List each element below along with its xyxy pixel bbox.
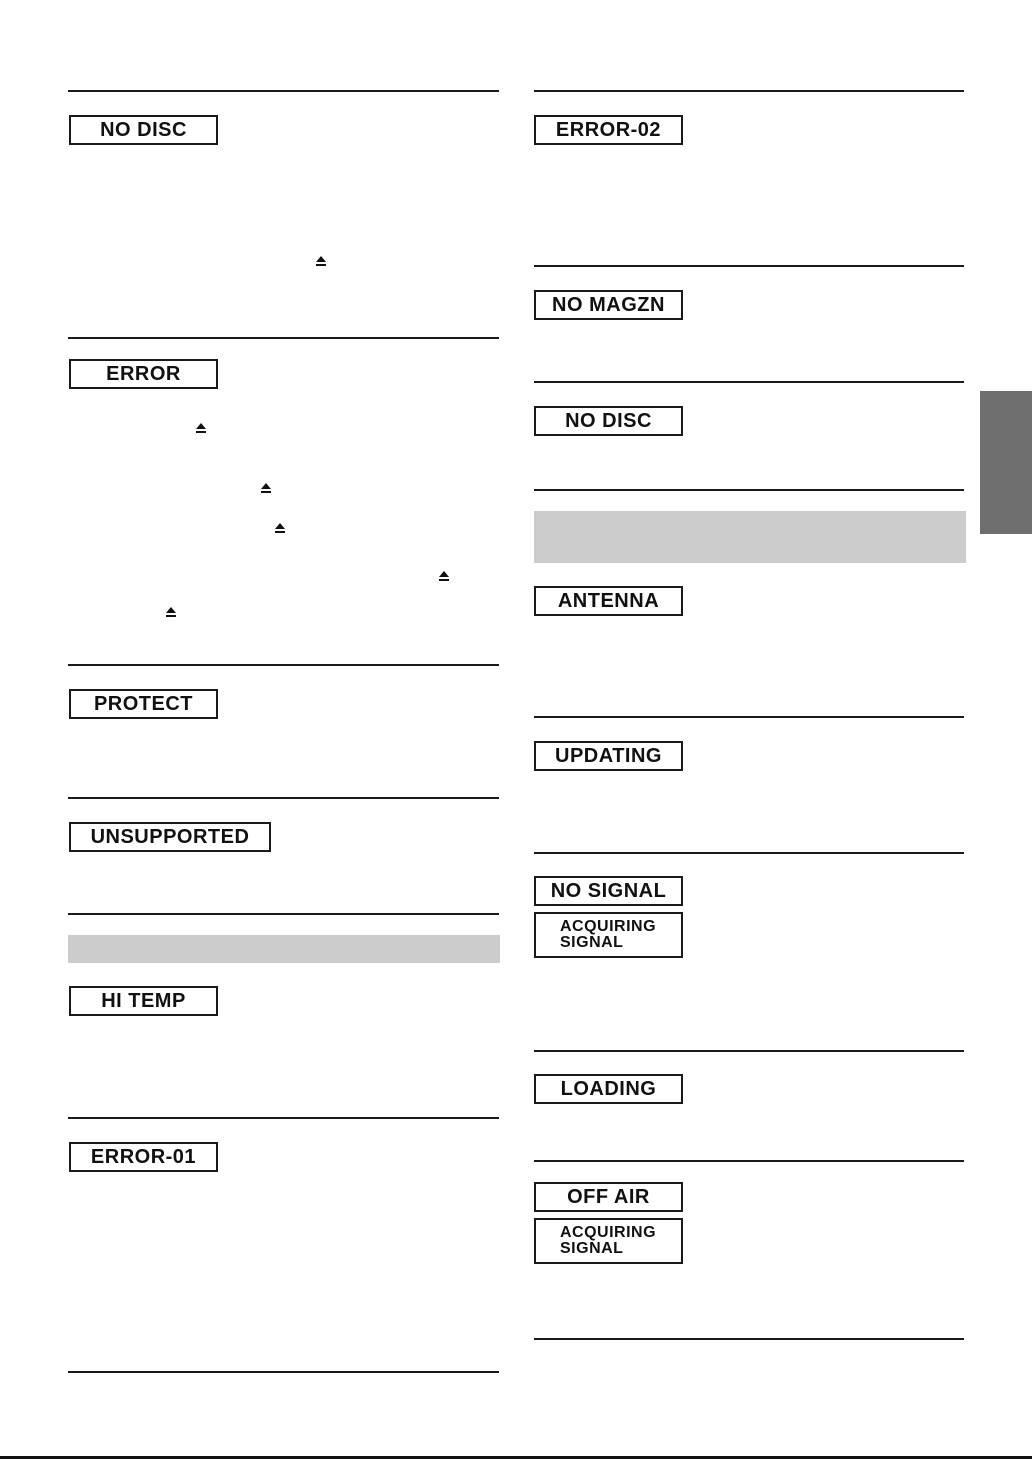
indicator-label: OFF AIR xyxy=(567,1185,650,1208)
section-divider xyxy=(534,1160,964,1162)
section-divider xyxy=(534,1338,964,1340)
eject-icon xyxy=(196,423,206,434)
eject-icon xyxy=(439,571,449,582)
section-divider xyxy=(534,852,964,854)
eject-icon xyxy=(316,256,326,267)
indicator-label: NO DISC xyxy=(100,118,187,141)
unsupported-indicator xyxy=(69,822,271,852)
indicator-label: NO SIGNAL xyxy=(550,879,667,902)
section-divider xyxy=(68,913,499,915)
eject-icon xyxy=(166,607,176,618)
indicator-label-line1: ACQUIRING xyxy=(560,918,657,935)
section-header-band xyxy=(68,935,500,963)
section-divider xyxy=(68,664,499,666)
indicator-label: NO DISC xyxy=(565,409,652,432)
antenna-indicator xyxy=(534,586,683,616)
section-header-band xyxy=(534,511,966,563)
section-divider xyxy=(534,265,964,267)
section-divider xyxy=(68,90,499,92)
indicator-label: ANTENNA xyxy=(557,589,660,612)
section-divider xyxy=(68,1117,499,1119)
acquiring-signal-indicator xyxy=(534,1218,683,1264)
no-disc-indicator xyxy=(69,115,218,145)
no-signal-indicator xyxy=(534,876,683,906)
section-divider xyxy=(68,337,499,339)
eject-icon xyxy=(275,523,285,534)
error-indicator xyxy=(69,359,218,389)
indicator-label-line2: SIGNAL xyxy=(560,934,624,951)
no-magzn-indicator xyxy=(534,290,683,320)
indicator-label-line1: ACQUIRING xyxy=(560,1224,657,1241)
section-divider xyxy=(534,1050,964,1052)
indicator-label: ERROR xyxy=(106,362,181,385)
protect-indicator xyxy=(69,689,218,719)
indicator-label: NO MAGZN xyxy=(552,293,665,316)
hi-temp-indicator xyxy=(69,986,218,1016)
indicator-label: HI TEMP xyxy=(101,989,186,1012)
indicator-label: UPDATING xyxy=(555,744,662,767)
indicator-label: PROTECT xyxy=(93,692,194,715)
acquiring-signal-indicator xyxy=(534,912,683,958)
loading-indicator xyxy=(534,1074,683,1104)
indicator-label: LOADING xyxy=(560,1077,657,1100)
indicator-label: ERROR-02 xyxy=(555,118,662,141)
indicator-label: ERROR-01 xyxy=(90,1145,197,1168)
updating-indicator xyxy=(534,741,683,771)
off-air-indicator xyxy=(534,1182,683,1212)
section-divider xyxy=(534,489,964,491)
error-02-indicator xyxy=(534,115,683,145)
section-side-tab xyxy=(980,391,1032,534)
section-divider xyxy=(534,381,964,383)
indicator-label-line2: SIGNAL xyxy=(560,1240,624,1257)
section-divider xyxy=(68,797,499,799)
indicator-label: UNSUPPORTED xyxy=(90,825,250,848)
section-divider xyxy=(534,716,964,718)
eject-icon xyxy=(261,483,271,494)
section-divider xyxy=(534,90,964,92)
section-divider xyxy=(68,1371,499,1373)
no-disc-indicator xyxy=(534,406,683,436)
error-01-indicator xyxy=(69,1142,218,1172)
